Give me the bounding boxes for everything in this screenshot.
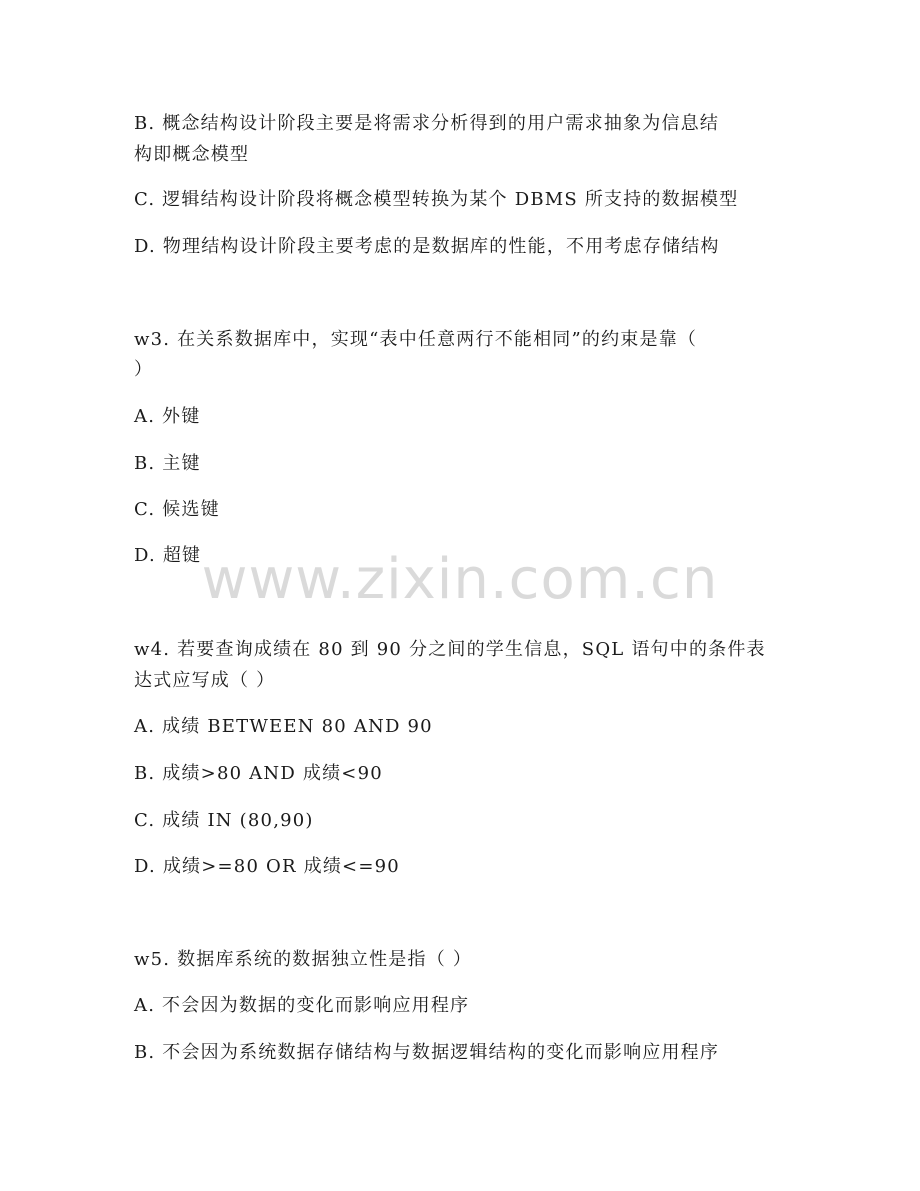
- q2-option-c: C. 逻辑结构设计阶段将概念模型转换为某个 DBMS 所支持的数据模型: [134, 189, 739, 210]
- q3-option-b: B. 主键: [134, 453, 201, 474]
- q3-option-d: D. 超键: [134, 545, 202, 566]
- q2-option-b-line1: B. 概念结构设计阶段主要是将需求分析得到的用户需求抽象为信息结: [134, 113, 720, 134]
- q5-stem: w5. 数据库系统的数据独立性是指（ ）: [134, 949, 473, 970]
- q4-option-a: A. 成绩 BETWEEN 80 AND 90: [134, 716, 433, 737]
- q4-stem-line2: 达式应写成（ ）: [134, 670, 276, 691]
- watermark-text: www.zixin.com.cn: [201, 547, 719, 612]
- q4-option-c: C. 成绩 IN (80,90): [134, 810, 314, 831]
- q3-option-c: C. 候选键: [134, 499, 220, 520]
- q3-option-a: A. 外键: [134, 406, 201, 427]
- q3-stem-line1: w3. 在关系数据库中，实现“表中任意两行不能相同”的约束是靠（: [134, 329, 698, 350]
- q4-stem-line1: w4. 若要查询成绩在 80 到 90 分之间的学生信息，SQL 语句中的条件表: [134, 639, 766, 660]
- q5-option-a: A. 不会因为数据的变化而影响应用程序: [134, 995, 470, 1016]
- q4-option-d: D. 成绩>=80 OR 成绩<=90: [134, 856, 400, 877]
- q3-stem-line2: ）: [134, 359, 154, 380]
- q2-option-d: D. 物理结构设计阶段主要考虑的是数据库的性能，不用考虑存储结构: [134, 236, 720, 257]
- q2-option-b-line2: 构即概念模型: [134, 144, 250, 165]
- q4-option-b: B. 成绩>80 AND 成绩<90: [134, 763, 383, 784]
- q5-option-b: B. 不会因为系统数据存储结构与数据逻辑结构的变化而影响应用程序: [134, 1042, 720, 1063]
